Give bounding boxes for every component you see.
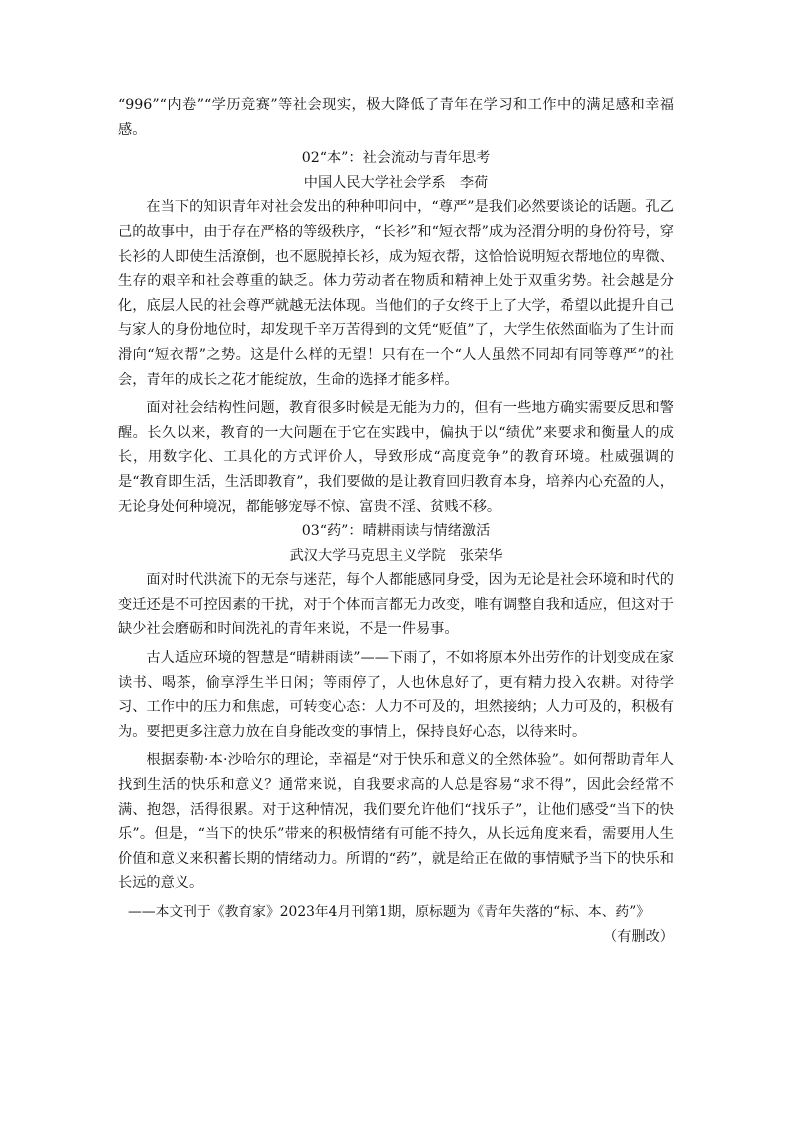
intro-paragraph: “996”“内卷”“学历竞赛”等社会现实，极大降低了青年在学习和工作中的满足感和幸福感。 [118, 97, 674, 138]
edit-note: （有删改） [603, 928, 674, 945]
section-2-paragraph-1: 在当下的知识青年对社会发出的种种叩问中，“尊严”是我们必然要谈论的话题。孔乙己的故事中，由于存在严格的等级秩序，“长衫”和“短衣帮”成为泾渭分明的身份符号，穿长衫的人即使生活潦倒，也不愿脱掉长衫，成为短衣帮，这恰恰说明短衣帮地位的卑微、生存的艰辛和社会尊重的缺乏。体力劳动者在物质和精神上处于双重劣势。社会越是分化，底层人民的社会尊严就越无法体现。当他们的子女终于上了大学，希望以此提升自己与家人的身份地位时，却发现千辛万苦得到的文凭“贬值”了，大学生依然面临为了生计而滑向“短衣帮”之势。这是什么样的无望！只有在一个“人人虽然不同却有同等尊严”的社会，青年的成长之花才能绽放，生命的选择才能多样。 [118, 199, 674, 388]
source-citation: ——本文刊于《教育家》2023年4月刊第1期，原标题为《青年失落的“标、本、药”》 [128, 904, 651, 920]
section-2-paragraph-2: 面对社会结构性问题，教育很多时候是无能为力的，但有一些地方确实需要反思和警醒。长久以来，教育的一大问题在于它在实践中，偏执于以“绩优”来要求和衡量人的成长，用数字化、工具化的方式评价人，导致形成“高度竞争”的教育环境。杜威强调的是“教育即生活，生活即教育”，我们要做的是让教育回归教育本身，培养内心充盈的人，无论身处何种境况，都能够宠辱不惊、富贵不淫、贫贱不移。 [118, 400, 674, 515]
section-2-author: 中国人民大学社会学系 李荷 [303, 174, 489, 191]
section-2-heading: 02“本”：社会流动与青年思考 [301, 150, 491, 167]
section-3-author: 武汉大学马克思主义学院 张荣华 [289, 547, 503, 564]
section-3-paragraph-2: 古人适应环境的智慧是“晴耕雨读”——下雨了，不如将原本外出劳作的计划变成在家读书、喝茶，偷享浮生半日闲；等雨停了，人也休息好了，更有精力投入农耕。对待学习、工作中的压力和焦虑，可转变心态：人力不可及的，坦然接纳；人力可及的，积极有为。要把更多注意力放在自身能改变的事情上，保持良好心态，以待来时。 [118, 650, 674, 740]
section-3-heading: 03“药”：晴耕雨读与情绪激活 [301, 523, 491, 540]
section-3-paragraph-3: 根据泰勒·本·沙哈尔的理论，幸福是“对于快乐和意义的全然体验”。如何帮助青年人找到生活的快乐和意义？通常来说，自我要求高的人总是容易“求不得”，因此会经常不满、抱怨，活得很累。对于这种情况，我们要允许他们“找乐子”，让他们感受“当下的快乐”。但是，“当下的快乐”带来的积极情绪有可能不持久，从长远角度来看，需要用人生价值和意义来积蓄长期的情绪动力。所谓的“药”，就是给正在做的事情赋予当下的快乐和长远的意义。 [118, 752, 674, 892]
section-3-paragraph-1: 面对时代洪流下的无奈与迷茫，每个人都能感同身受，因为无论是社会环境和时代的变迁还是不可控因素的干扰，对于个体而言都无力改变，唯有调整自我和适应，但这对于缺少社会磨砺和时间洗礼的青年来说，不是一件易事。 [118, 572, 674, 638]
document-page [118, 93, 674, 949]
